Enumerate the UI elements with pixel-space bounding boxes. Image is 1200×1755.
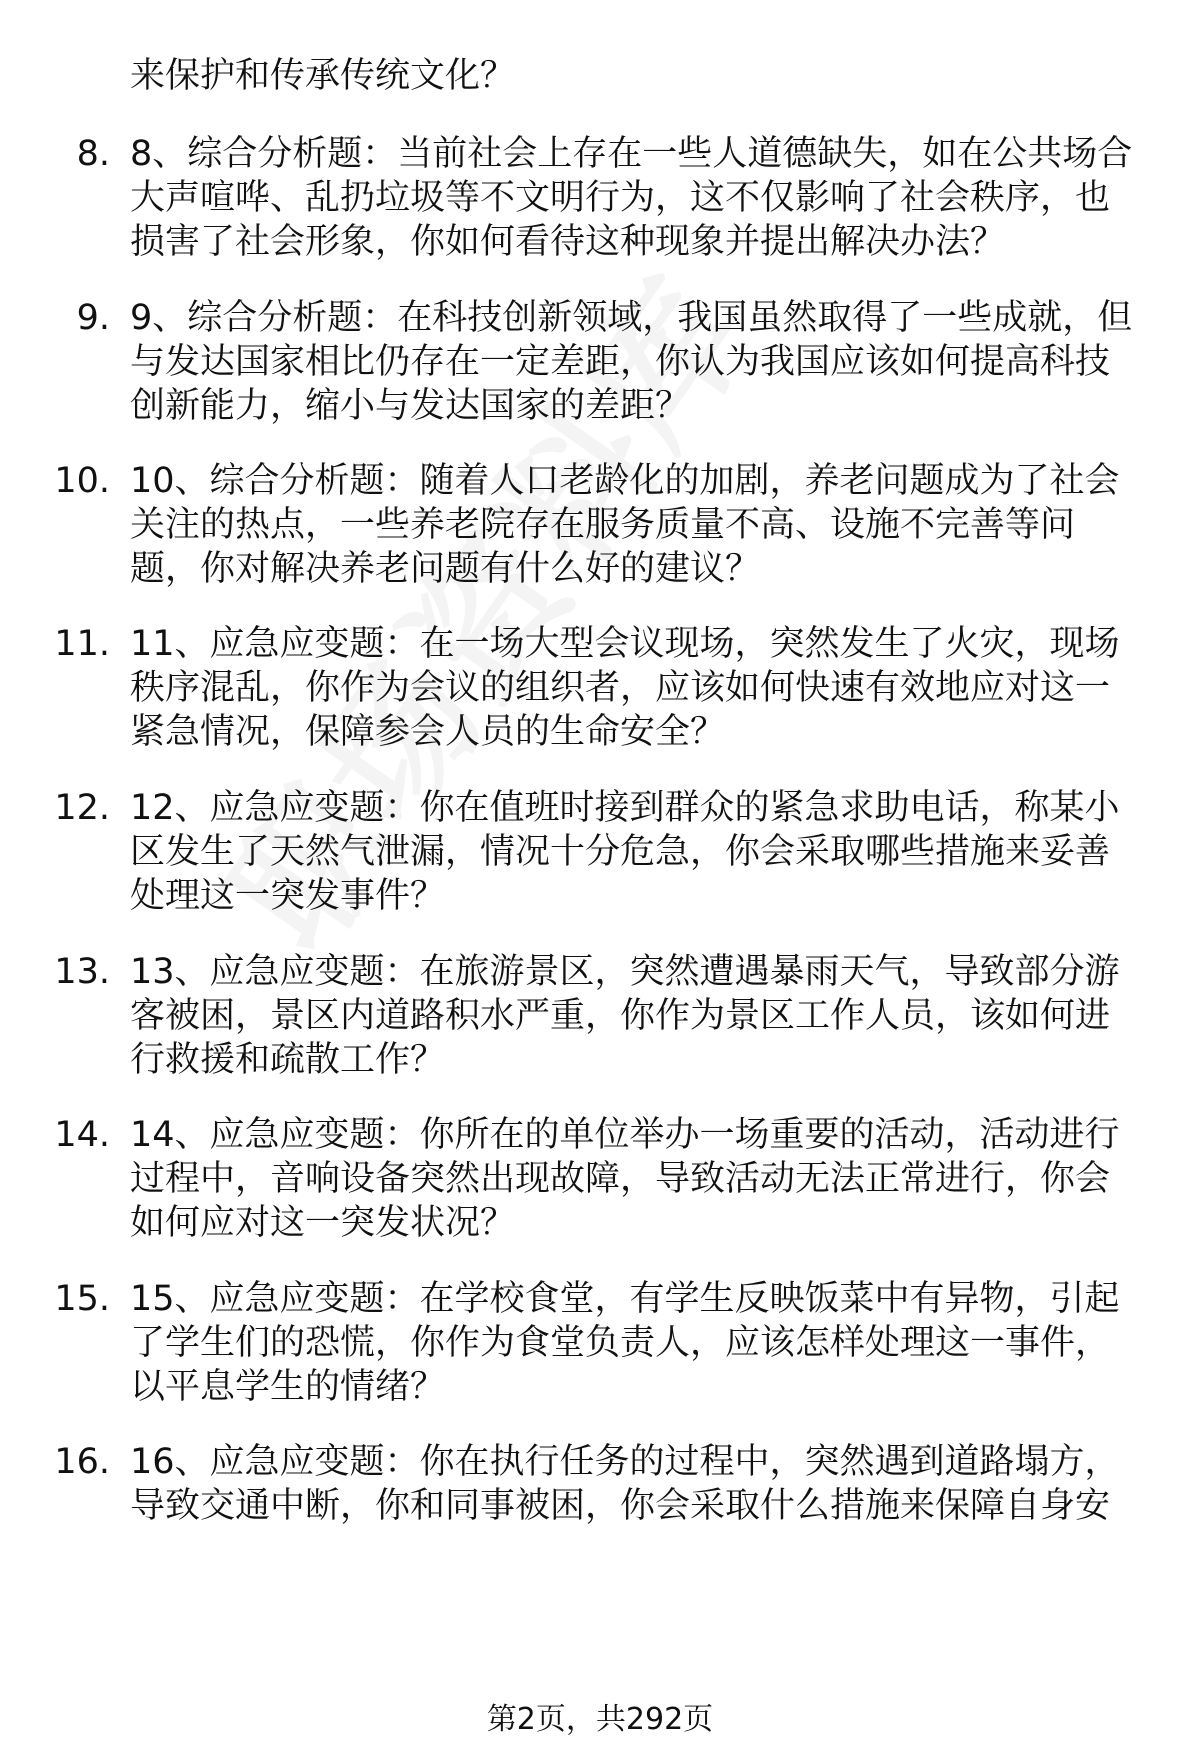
list-number: 13. — [54, 952, 110, 992]
question-line: 如何应对这一突发状况？ — [130, 1203, 516, 1243]
list-number: 10. — [54, 461, 110, 501]
list-number: 11. — [54, 624, 110, 664]
question-line: 8、综合分析题：当前社会上存在一些人道德缺失，如在公共场合 — [130, 134, 1133, 174]
question-line: 客被困，景区内道路积水严重，你作为景区工作人员，该如何进 — [130, 996, 1111, 1036]
question-line: 关注的热点，一些养老院存在服务质量不高、设施不完善等问 — [130, 505, 1076, 545]
list-number: 16. — [54, 1442, 110, 1482]
question-line: 15、应急应变题：在学校食堂，有学生反映饭菜中有异物，引起 — [130, 1279, 1120, 1319]
intro-line: 来保护和传承传统文化？ — [130, 56, 516, 96]
question-line: 11、应急应变题：在一场大型会议现场，突然发生了火灾，现场 — [130, 624, 1120, 664]
question-line: 13、应急应变题：在旅游景区，突然遭遇暴雨天气，导致部分游 — [130, 952, 1120, 992]
question-line: 16、应急应变题：你在执行任务的过程中，突然遇到道路塌方， — [130, 1442, 1120, 1482]
question-line: 以平息学生的情绪？ — [130, 1367, 446, 1407]
question-line: 大声喧哗、乱扔垃圾等不文明行为，这不仅影响了社会秩序，也 — [130, 178, 1111, 218]
question-line: 处理这一突发事件？ — [130, 876, 446, 916]
question-line: 秩序混乱，你作为会议的组织者，应该如何快速有效地应对这一 — [130, 668, 1111, 708]
question-line: 与发达国家相比仍存在一定差距，你认为我国应该如何提高科技 — [130, 342, 1111, 382]
question-line: 9、综合分析题：在科技创新领域，我国虽然取得了一些成就，但 — [130, 298, 1133, 338]
list-number: 12. — [54, 788, 110, 828]
page-footer: 第2页，共292页 — [486, 1702, 714, 1737]
list-number: 15. — [54, 1279, 110, 1319]
question-line: 了学生们的恐慌，你作为食堂负责人，应该怎样处理这一事件， — [130, 1323, 1111, 1363]
question-line: 导致交通中断，你和同事被困，你会采取什么措施来保障自身安 — [130, 1486, 1111, 1526]
list-number: 9. — [76, 298, 110, 338]
question-line: 行救援和疏散工作？ — [130, 1040, 446, 1080]
question-line: 创新能力，缩小与发达国家的差距？ — [130, 386, 691, 426]
list-number: 14. — [54, 1115, 110, 1155]
question-line: 12、应急应变题：你在值班时接到群众的紧急求助电话，称某小 — [130, 788, 1120, 828]
question-line: 题，你对解决养老问题有什么好的建议？ — [130, 549, 761, 589]
question-line: 损害了社会形象，你如何看待这种现象并提出解决办法？ — [130, 222, 1006, 262]
question-line: 过程中，音响设备突然出现故障，导致活动无法正常进行，你会 — [130, 1159, 1111, 1199]
question-line: 区发生了天然气泄漏，情况十分危急，你会采取哪些措施来妥善 — [130, 832, 1111, 872]
list-number: 8. — [76, 134, 110, 174]
question-line: 14、应急应变题：你所在的单位举办一场重要的活动，活动进行 — [130, 1115, 1120, 1155]
question-line: 紧急情况，保障参会人员的生命安全？ — [130, 712, 726, 752]
question-line: 10、综合分析题：随着人口老龄化的加剧，养老问题成为了社会 — [130, 461, 1120, 501]
